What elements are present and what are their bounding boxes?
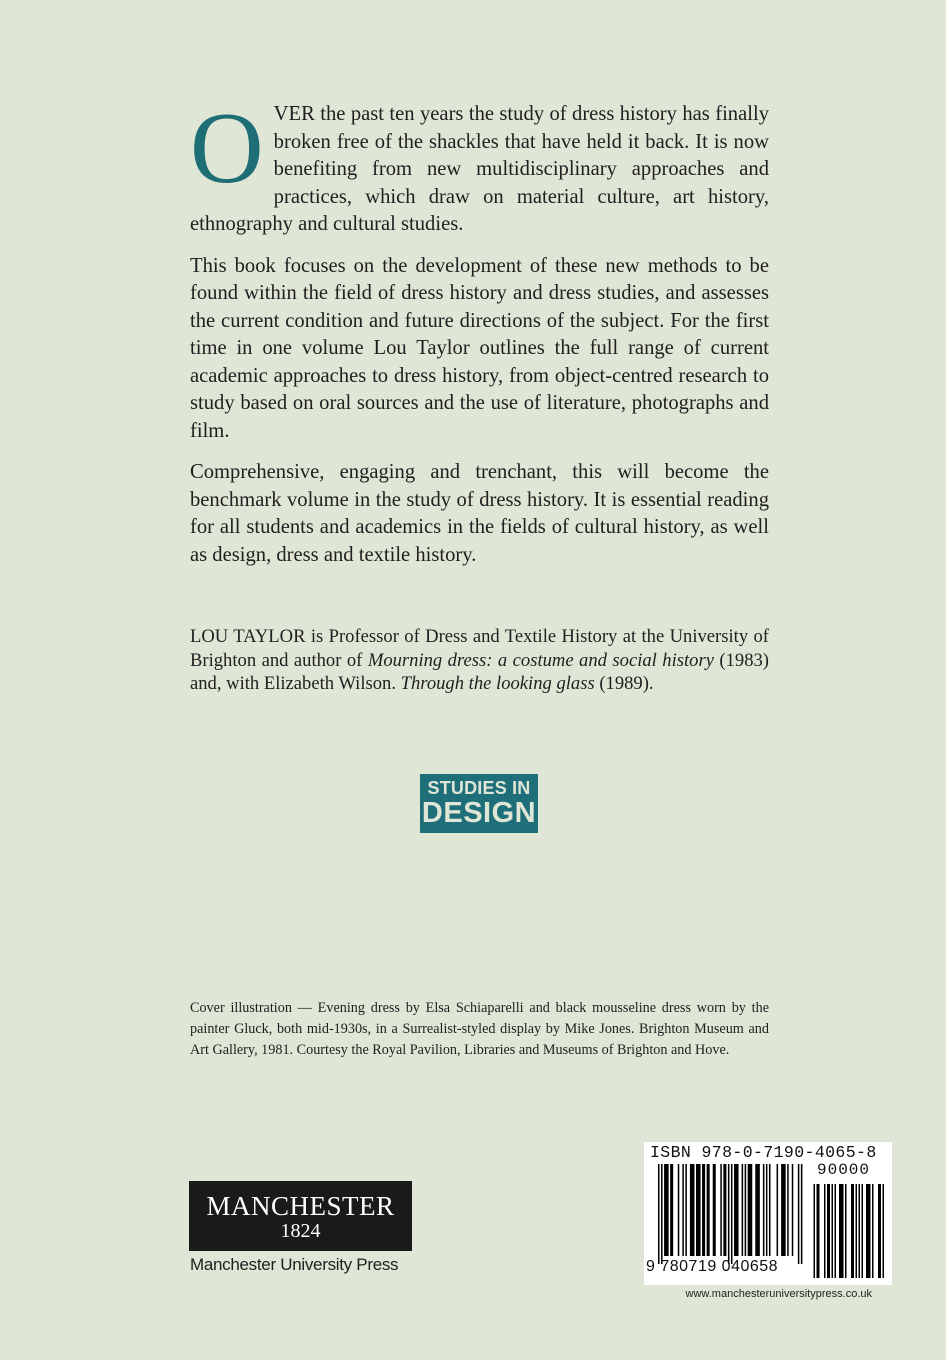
barcode-bar xyxy=(792,1164,794,1256)
barcode-bar xyxy=(670,1164,673,1256)
barcode-addon-bar xyxy=(859,1184,861,1278)
barcode-panel xyxy=(644,1142,892,1285)
drop-cap: O xyxy=(190,92,264,205)
isbn-label: ISBN 978-0-7190-4065-8 xyxy=(650,1143,877,1162)
barcode-bar xyxy=(755,1164,760,1256)
barcode-bar xyxy=(742,1164,744,1256)
barcode-addon-bar xyxy=(824,1184,826,1278)
barcode-addon-bar xyxy=(883,1184,885,1278)
blurb-paragraph-3: Comprehensive, engaging and trenchant, this will become the benchmark volume in the study of dress history. It is essential reading for all students and academics in the fields of cultural history, as well as design, dress and textile history. xyxy=(190,461,769,566)
barcode-bar xyxy=(728,1164,730,1264)
barcode-addon-digits: 90000 xyxy=(817,1161,871,1179)
barcode-addon-bar xyxy=(866,1184,871,1278)
barcode-bar xyxy=(661,1164,663,1264)
barcode-bar xyxy=(720,1164,722,1256)
publisher-name: Manchester University Press xyxy=(190,1255,399,1274)
author-bio xyxy=(190,625,769,696)
barcode-bar xyxy=(731,1164,733,1264)
barcode-bar xyxy=(769,1164,771,1256)
author-book-title-2: Through the looking glass xyxy=(400,673,595,694)
barcode-bar xyxy=(787,1164,789,1256)
blurb-paragraph-1 xyxy=(190,92,769,239)
studies-in-design-logo xyxy=(420,774,538,833)
manchester-logo-name: MANCHESTER xyxy=(206,1191,395,1221)
manchester-logo-year: 1824 xyxy=(280,1220,321,1242)
barcode-addon-bar xyxy=(832,1184,834,1278)
barcode-bar xyxy=(702,1164,705,1256)
blurb-paragraph-2: This book focuses on the development of these new methods to be found within the field of dress history and dress studies, and assesses the current condition and future directions of the subject. For the first time in one volume Lou Taylor outlines the full range of current academic approaches to dress history, from object-centred research to study based on oral sources and the use of literature, photographs and film. xyxy=(190,254,769,442)
barcode-bar xyxy=(664,1164,669,1256)
barcode-addon-bar xyxy=(862,1184,864,1278)
barcode-addon-bar xyxy=(845,1184,847,1278)
barcode-ean-digits: 9 780719 040658 xyxy=(646,1258,779,1275)
barcode-bar xyxy=(745,1164,747,1256)
barcode-bar xyxy=(658,1164,660,1264)
author-bio-text-3: (1989). xyxy=(594,673,654,694)
barcode-bar xyxy=(682,1164,684,1256)
barcode-addon-bar xyxy=(835,1184,837,1278)
barcode-bar xyxy=(766,1164,768,1256)
barcode-addon-bar xyxy=(839,1184,844,1278)
series-logo-line-1: STUDIES IN xyxy=(427,778,531,798)
barcode-bar xyxy=(707,1164,710,1256)
barcode-bar xyxy=(781,1164,786,1256)
publisher-website: www.manchesteruniversitypress.co.uk xyxy=(685,1288,872,1300)
barcode-addon-bar xyxy=(872,1184,874,1278)
author-bio-text-1: LOU TAYLOR is Professor of Dress and Textile History at the University of Brighton and author of xyxy=(190,626,769,671)
barcode-bar xyxy=(713,1164,716,1256)
barcode-bar xyxy=(696,1164,701,1256)
barcode-bar xyxy=(723,1164,726,1256)
barcode-bar xyxy=(678,1164,680,1256)
barcode-bar xyxy=(748,1164,753,1256)
barcode-bar xyxy=(690,1164,695,1256)
barcode-bar xyxy=(801,1164,803,1264)
barcode-addon-bar xyxy=(827,1184,830,1278)
barcode-bar xyxy=(734,1164,739,1256)
barcode-bar xyxy=(777,1164,779,1256)
author-bio-text-2: (1983) and, with Elizabeth Wilson. xyxy=(190,649,769,694)
barcode-bar xyxy=(763,1164,765,1256)
barcode-addon-bar xyxy=(817,1184,820,1278)
barcode-addon-bar xyxy=(856,1184,858,1278)
author-book-title-1: Mourning dress: a costume and social history xyxy=(367,649,714,671)
barcode-bar xyxy=(685,1164,687,1256)
manchester-logo xyxy=(189,1181,412,1251)
series-logo-line-2: DESIGN xyxy=(421,797,537,829)
cover-illustration-credit: Cover illustration — Evening dress by Elsa Schiaparelli and black mousseline dress worn by the painter Gluck, both mid-1930s, in a Surrealist-styled display by Mike Jones. Brighton Museum and Art Gallery, 1981. Courtesy the Royal Pavilion, Libraries and Museums of Brighton and Hove. xyxy=(190,1000,769,1058)
barcode-addon-bar xyxy=(851,1184,854,1278)
blurb-paragraph-1-text: VER the past ten years the study of dress history has finally broken free of the shackles that have held it back. It is now benefiting from new multidisciplinary approaches and practices, which draw on material culture, art history, ethnography and cultural studies. xyxy=(190,103,769,235)
barcode-bar xyxy=(798,1164,800,1264)
blurb xyxy=(190,92,769,583)
barcode-addon-bar xyxy=(814,1184,816,1278)
barcode-addon-bar xyxy=(878,1184,881,1278)
